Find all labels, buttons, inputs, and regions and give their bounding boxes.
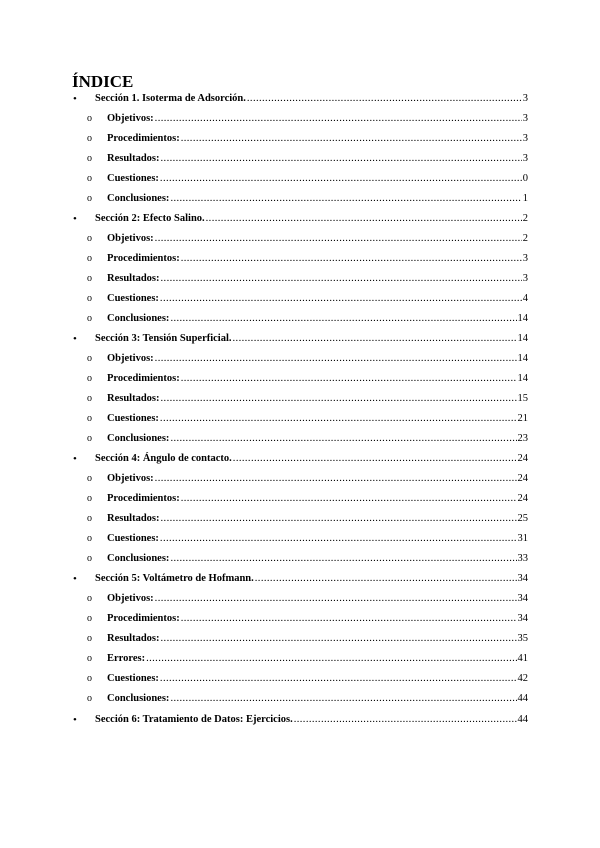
toc-section-entry[interactable] [0, 89, 600, 109]
toc-page-number: 23 [517, 433, 528, 444]
circle-bullet-icon: o [87, 693, 92, 704]
toc-page-number: 24 [517, 453, 528, 464]
dot-leader [206, 209, 522, 229]
toc-page-number: 34 [517, 613, 528, 624]
dot-leader [181, 129, 522, 149]
toc-page-number: 34 [517, 573, 528, 584]
toc-title: ÍNDICE [72, 72, 134, 91]
toc-entry-line [107, 129, 528, 149]
dot-leader [160, 669, 517, 689]
circle-bullet-icon: o [87, 413, 92, 424]
toc-page-number: 41 [517, 653, 528, 664]
circle-bullet-icon: o [87, 613, 92, 624]
toc-section-entry[interactable] [0, 710, 600, 732]
toc-subsection-entry[interactable] [0, 689, 600, 709]
toc-page-number: 3 [522, 133, 528, 144]
toc-entry-label: Procedimientos: [107, 133, 180, 144]
toc-section-entry[interactable] [0, 569, 600, 589]
toc-page-number: 3 [522, 113, 528, 124]
toc-page-number: 2 [522, 213, 528, 224]
circle-bullet-icon: o [87, 493, 92, 504]
toc-entry-line [107, 649, 528, 669]
toc-entry-line [107, 389, 528, 409]
toc-entry-line [107, 369, 528, 389]
dot-leader [233, 329, 517, 349]
toc-subsection-entry[interactable] [0, 229, 600, 249]
toc-page-number: 0 [522, 173, 528, 184]
toc-entry-label: Procedimientos: [107, 253, 180, 264]
toc-entry-line [107, 309, 528, 329]
toc-page-number: 33 [517, 553, 528, 564]
dot-leader [247, 89, 522, 109]
toc-entry-line [107, 549, 528, 569]
dot-leader [170, 549, 516, 569]
dot-leader [161, 149, 522, 169]
toc-entry-label: Resultados: [107, 273, 160, 284]
dot-leader [181, 249, 522, 269]
circle-bullet-icon: o [87, 373, 92, 384]
toc-subsection-entry[interactable] [0, 129, 600, 149]
toc-subsection-entry[interactable] [0, 509, 600, 529]
toc-page-number: 14 [517, 313, 528, 324]
bullet-icon: • [73, 453, 77, 465]
dot-leader [155, 349, 517, 369]
toc-subsection-entry[interactable] [0, 529, 600, 549]
toc-subsection-entry[interactable] [0, 389, 600, 409]
dot-leader [161, 629, 517, 649]
toc-page-number: 34 [517, 593, 528, 604]
dot-leader [181, 609, 517, 629]
dot-leader [255, 569, 517, 589]
toc-entry-line [107, 469, 528, 489]
toc-page-number: 3 [522, 273, 528, 284]
toc-entry-line [107, 409, 528, 429]
toc-section-entry[interactable] [0, 209, 600, 229]
dot-leader [233, 449, 517, 469]
toc-entry-label: Cuestiones: [107, 173, 159, 184]
toc-subsection-entry[interactable] [0, 249, 600, 269]
toc-entry-line [107, 669, 528, 689]
toc-page-number: 35 [517, 633, 528, 644]
toc-subsection-entry[interactable] [0, 369, 600, 389]
toc-entry-line [107, 229, 528, 249]
toc-subsection-entry[interactable] [0, 189, 600, 209]
dot-leader [160, 529, 517, 549]
toc-page-number: 44 [517, 693, 528, 704]
circle-bullet-icon: o [87, 593, 92, 604]
toc-page-number: 24 [517, 493, 528, 504]
circle-bullet-icon: o [87, 113, 92, 124]
toc-subsection-entry[interactable] [0, 649, 600, 669]
toc-entry-label: Cuestiones: [107, 673, 159, 684]
circle-bullet-icon: o [87, 273, 92, 284]
bullet-icon: • [73, 213, 77, 225]
toc-page-number: 24 [517, 473, 528, 484]
circle-bullet-icon: o [87, 233, 92, 244]
toc-subsection-entry[interactable] [0, 349, 600, 369]
toc-entry-line [95, 569, 528, 589]
toc-entry-label: Sección 4: Ángulo de contacto. [95, 453, 232, 464]
toc-page-number: 31 [517, 533, 528, 544]
toc-page-number: 2 [522, 233, 528, 244]
toc-page-number: 14 [517, 353, 528, 364]
toc-entry-line [107, 109, 528, 129]
toc-subsection-entry[interactable] [0, 609, 600, 629]
toc-entry-line [107, 509, 528, 529]
toc-entry-label: Cuestiones: [107, 413, 159, 424]
dot-leader [146, 649, 516, 669]
dot-leader [160, 409, 517, 429]
dot-leader [155, 469, 517, 489]
toc-entry-label: Objetivos: [107, 593, 154, 604]
toc-entry-line [107, 289, 528, 309]
circle-bullet-icon: o [87, 293, 92, 304]
dot-leader [170, 689, 516, 709]
circle-bullet-icon: o [87, 153, 92, 164]
circle-bullet-icon: o [87, 313, 92, 324]
toc-entry-label: Resultados: [107, 153, 160, 164]
toc-page-number: 3 [522, 153, 528, 164]
toc-page-number: 4 [522, 293, 528, 304]
toc-page-number: 14 [517, 333, 528, 344]
toc-subsection-entry[interactable] [0, 489, 600, 509]
toc-page-number: 1 [522, 193, 528, 204]
toc-subsection-entry[interactable] [0, 589, 600, 609]
toc-entry-line [107, 429, 528, 449]
bullet-icon: • [73, 93, 77, 105]
toc-entry-label: Conclusiones: [107, 693, 170, 704]
dot-leader [155, 229, 522, 249]
dot-leader [161, 389, 517, 409]
circle-bullet-icon: o [87, 193, 92, 204]
circle-bullet-icon: o [87, 653, 92, 664]
toc-page-number: 44 [517, 714, 528, 725]
toc-entry-line [107, 149, 528, 169]
toc-entry-label: Conclusiones: [107, 193, 170, 204]
toc-entry-label: Objetivos: [107, 113, 154, 124]
circle-bullet-icon: o [87, 633, 92, 644]
toc-subsection-entry[interactable] [0, 429, 600, 449]
dot-leader [155, 589, 517, 609]
toc-entry-line [95, 449, 528, 469]
dot-leader [170, 309, 516, 329]
toc-section-entry[interactable] [0, 449, 600, 469]
toc-subsection-entry[interactable] [0, 309, 600, 329]
toc-entry-line [107, 609, 528, 629]
toc-entry-line [95, 329, 528, 349]
toc-entry-label: Cuestiones: [107, 533, 159, 544]
dot-leader [160, 289, 522, 309]
toc-list [0, 89, 600, 732]
toc-entry-line [95, 209, 528, 229]
circle-bullet-icon: o [87, 253, 92, 264]
circle-bullet-icon: o [87, 513, 92, 524]
toc-entry-label: Sección 5: Voltámetro de Hofmann. [95, 573, 254, 584]
toc-entry-label: Cuestiones: [107, 293, 159, 304]
toc-page-number: 3 [522, 93, 528, 104]
bullet-icon: • [73, 333, 77, 345]
circle-bullet-icon: o [87, 133, 92, 144]
toc-page-number: 14 [517, 373, 528, 384]
bullet-icon: • [73, 573, 77, 585]
toc-entry-line [107, 169, 528, 189]
toc-subsection-entry[interactable] [0, 269, 600, 289]
dot-leader [294, 710, 517, 730]
toc-entry-label: Resultados: [107, 513, 160, 524]
dot-leader [161, 269, 522, 289]
toc-subsection-entry[interactable] [0, 149, 600, 169]
toc-entry-line [95, 710, 528, 730]
toc-page-number: 42 [517, 673, 528, 684]
toc-subsection-entry[interactable] [0, 669, 600, 689]
dot-leader [160, 169, 522, 189]
toc-page-number: 15 [517, 393, 528, 404]
dot-leader [155, 109, 522, 129]
circle-bullet-icon: o [87, 173, 92, 184]
toc-section-entry[interactable] [0, 329, 600, 349]
toc-entry-line [107, 349, 528, 369]
dot-leader [181, 369, 517, 389]
toc-subsection-entry[interactable] [0, 629, 600, 649]
toc-subsection-entry[interactable] [0, 169, 600, 189]
toc-entry-label: Procedimientos: [107, 493, 180, 504]
toc-entry-label: Conclusiones: [107, 553, 170, 564]
dot-leader [170, 189, 521, 209]
toc-entry-label: Resultados: [107, 393, 160, 404]
toc-subsection-entry[interactable] [0, 409, 600, 429]
toc-subsection-entry[interactable] [0, 549, 600, 569]
toc-entry-label: Sección 3: Tensión Superficial. [95, 333, 232, 344]
dot-leader [161, 509, 517, 529]
toc-entry-line [95, 89, 528, 109]
bullet-icon: • [73, 714, 77, 726]
toc-page-number: 25 [517, 513, 528, 524]
circle-bullet-icon: o [87, 473, 92, 484]
toc-entry-label: Objetivos: [107, 233, 154, 244]
toc-entry-label: Procedimientos: [107, 373, 180, 384]
toc-subsection-entry[interactable] [0, 109, 600, 129]
toc-entry-label: Sección 6: Tratamiento de Datos: Ejercicios. [95, 714, 293, 725]
circle-bullet-icon: o [87, 673, 92, 684]
toc-entry-label: Errores: [107, 653, 146, 664]
toc-entry-line [107, 689, 528, 709]
toc-entry-line [107, 589, 528, 609]
dot-leader [181, 489, 517, 509]
circle-bullet-icon: o [87, 353, 92, 364]
circle-bullet-icon: o [87, 533, 92, 544]
toc-entry-line [107, 489, 528, 509]
toc-entry-line [107, 249, 528, 269]
toc-entry-label: Procedimientos: [107, 613, 180, 624]
circle-bullet-icon: o [87, 433, 92, 444]
toc-entry-label: Objetivos: [107, 473, 154, 484]
dot-leader [170, 429, 516, 449]
circle-bullet-icon: o [87, 393, 92, 404]
toc-subsection-entry[interactable] [0, 469, 600, 489]
toc-entry-label: Sección 1. Isoterma de Adsorción. [95, 93, 246, 104]
circle-bullet-icon: o [87, 553, 92, 564]
toc-entry-label: Resultados: [107, 633, 160, 644]
toc-entry-line [107, 629, 528, 649]
toc-page-number: 21 [517, 413, 528, 424]
toc-entry-line [107, 529, 528, 549]
toc-page-number: 3 [522, 253, 528, 264]
toc-entry-line [107, 189, 528, 209]
toc-entry-line [107, 269, 528, 289]
toc-entry-label: Conclusiones: [107, 433, 170, 444]
toc-entry-label: Sección 2: Efecto Salino. [95, 213, 205, 224]
toc-subsection-entry[interactable] [0, 289, 600, 309]
toc-entry-label: Conclusiones: [107, 313, 170, 324]
toc-entry-label: Objetivos: [107, 353, 154, 364]
